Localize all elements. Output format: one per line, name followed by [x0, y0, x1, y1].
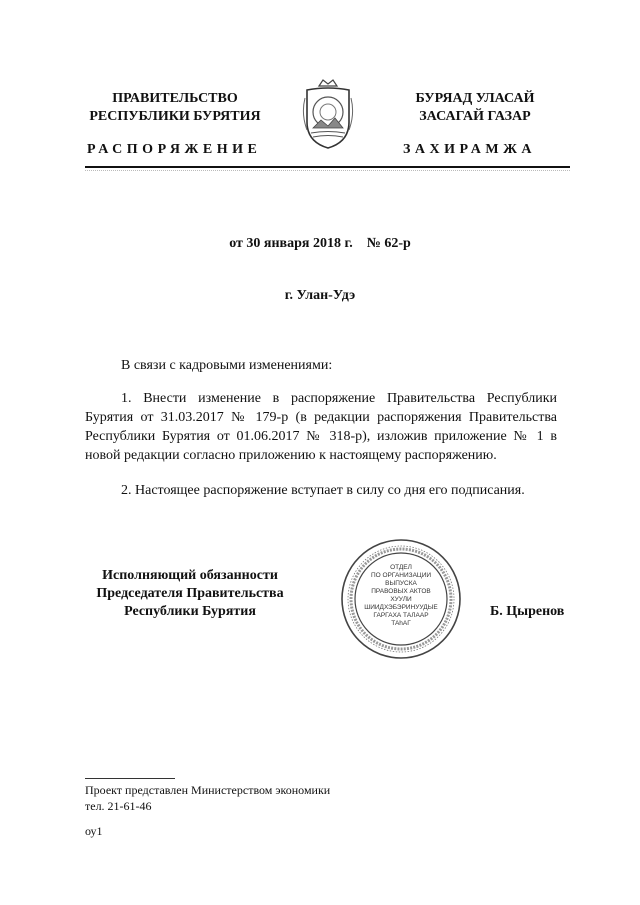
document-date-number	[0, 236, 640, 252]
header-left-org-line1: ПРАВИТЕЛЬСТВО	[112, 91, 238, 106]
header-left-org	[70, 90, 280, 126]
stamp-text-line: ШИИДХЭБЭРИНУУДЫЕ	[364, 604, 438, 611]
footer-divider	[85, 778, 175, 779]
document-date: от 30 января 2018 г.	[229, 236, 353, 251]
stamp-text-line: ХУУЛИ	[390, 596, 412, 603]
document-number: № 62-р	[366, 236, 411, 251]
header-right-org-line2: ЗАСАГАЙ ГАЗАР	[419, 109, 531, 124]
header-left-org-line2: РЕСПУБЛИКИ БУРЯТИЯ	[89, 109, 261, 124]
item-2-paragraph: 2. Настоящее распоряжение вступает в силу со дня его подписания.	[121, 483, 525, 498]
intro-paragraph: В связи с кадровыми изменениями:	[121, 358, 333, 373]
footer-code: оу1	[85, 824, 103, 838]
signatory-title-line2: Председателя Правительства	[96, 586, 284, 601]
footer-line2: тел. 21-61-46	[85, 799, 152, 813]
coat-of-arms-emblem	[297, 78, 359, 152]
document-city: г. Улан-Удэ	[284, 288, 356, 303]
official-stamp	[340, 538, 462, 660]
header-right-org	[385, 90, 565, 126]
stamp-text-line: ТАһАГ	[391, 620, 411, 627]
signatory-title-line1: Исполняющий обязанности	[102, 568, 278, 583]
item-1-paragraph: 1. Внести изменение в распоряжение Правительства Республики Бурятия от 31.03.2017 № 179-р (в редакции распоряжения Правительства Республики Бурятия от 01.06.2017 № 318-р), изложив приложение № 1 в новой редакции согласно приложению к настоящему распоряжению.	[85, 391, 557, 463]
stamp-text-line: ПРАВОВЫХ АКТОВ	[371, 588, 431, 595]
footer-note	[85, 782, 330, 814]
emblem-graphic	[297, 78, 359, 152]
stamp-text-line: ГАРГАХА ТАЛААР	[373, 612, 429, 619]
doctype-right: ЗАХИРАМЖА	[403, 142, 537, 157]
stamp-text-line: ВЫПУСКА	[385, 580, 417, 587]
header-divider-dotted	[85, 170, 570, 171]
signatory-title-line3: Республики Бурятия	[124, 604, 256, 619]
signatory-title	[70, 567, 310, 621]
header-divider-thick	[85, 166, 570, 168]
header-right-org-line1: БУРЯАД УЛАСАЙ	[415, 91, 535, 106]
doctype-left: РАСПОРЯЖЕНИЕ	[87, 142, 262, 157]
stamp-center-text	[360, 564, 442, 628]
footer-line1: Проект представлен Министерством экономики	[85, 783, 331, 797]
signatory-name: Б. Цыренов	[490, 604, 565, 619]
stamp-text-line: ПО ОРГАНИЗАЦИИ	[370, 572, 432, 579]
stamp-text-line: ОТДЕЛ	[390, 564, 412, 571]
